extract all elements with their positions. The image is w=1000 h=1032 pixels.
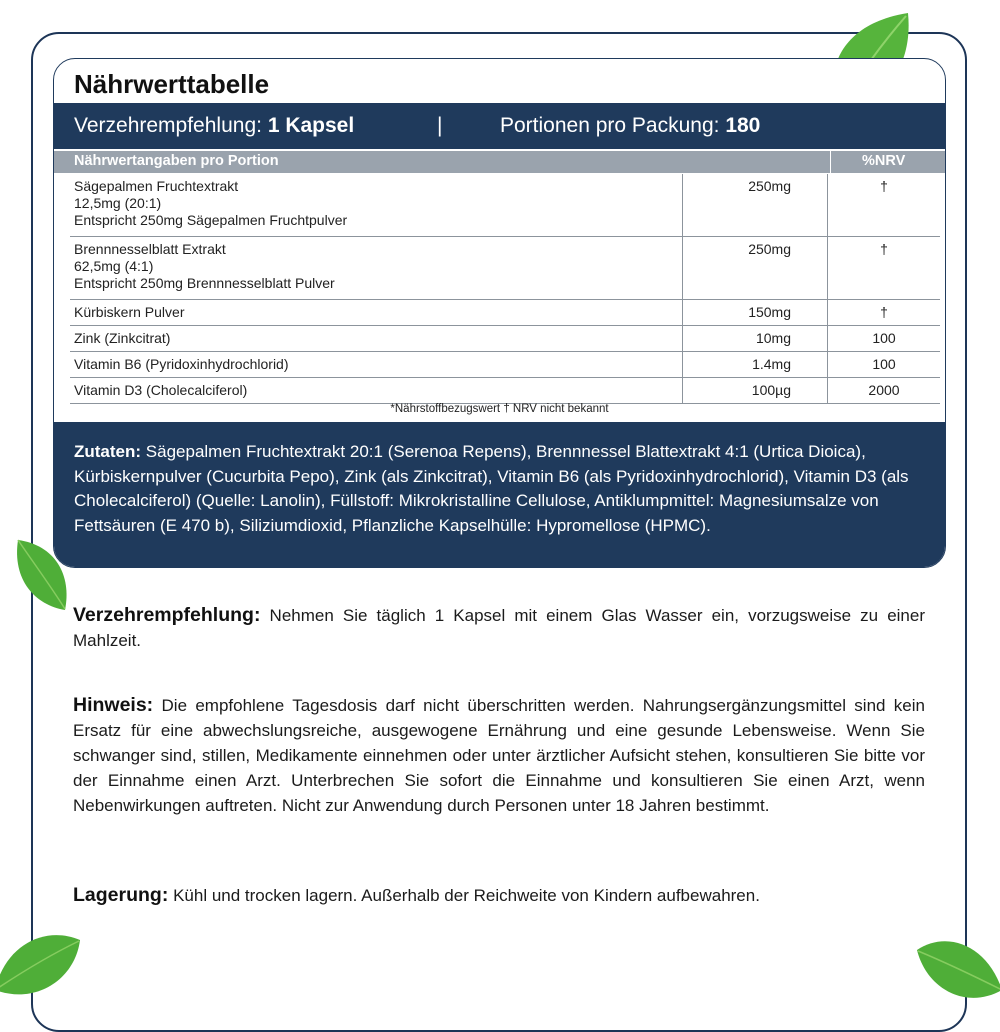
row-nrv: † [828, 237, 941, 300]
header-left: Nährwertangaben pro Portion [74, 153, 279, 169]
table-row [70, 174, 940, 237]
portions-label: Portionen pro Packung: [500, 114, 720, 137]
portions-value: 180 [725, 114, 761, 137]
storage-section [73, 883, 925, 908]
row-amount: 250mg [683, 237, 828, 300]
usage-label: Verzehrempfehlung: [73, 604, 261, 626]
row-name: Sägepalmen Fruchtextrakt [74, 178, 239, 194]
row-amount: 250mg [683, 174, 828, 237]
notice-label: Hinweis: [73, 694, 154, 716]
row-amount: 100µg [683, 378, 828, 404]
row-nrv: 2000 [828, 378, 941, 404]
row-name: Zink (Zinkcitrat) [70, 326, 683, 352]
usage-section [73, 603, 925, 653]
row-sub: 12,5mg (20:1) [74, 195, 162, 211]
row-amount: 150mg [683, 300, 828, 326]
row-name: Vitamin B6 (Pyridoxinhydrochlorid) [70, 352, 683, 378]
row-nrv: 100 [828, 352, 941, 378]
row-name: Kürbiskern Pulver [70, 300, 683, 326]
table-row [70, 326, 940, 352]
leaf-icon-bottom-left [0, 920, 85, 1000]
row-amount: 10mg [683, 326, 828, 352]
serving-value: 1 Kapsel [267, 114, 355, 137]
row-sub: 62,5mg (4:1) [74, 258, 154, 274]
serving-bar [54, 103, 945, 149]
row-sub: Entspricht 250mg Brennnesselblatt Pulver [74, 275, 335, 291]
table-row [70, 237, 940, 300]
header-nrv: %NRV [862, 153, 906, 169]
panel-title: Nährwerttabelle [74, 69, 270, 99]
row-name: Vitamin D3 (Cholecalciferol) [70, 378, 683, 404]
bar-separator: | [437, 114, 443, 137]
nutrition-table [70, 174, 940, 404]
row-amount: 1.4mg [683, 352, 828, 378]
portions-info [500, 114, 760, 138]
table-header [54, 151, 945, 173]
row-nrv: 100 [828, 326, 941, 352]
storage-label: Lagerung: [73, 884, 169, 906]
usage-text: Nehmen Sie täglich 1 Kapsel mit einem Glas Wasser ein, vorzugsweise zu einer Mahlzeit. [73, 606, 925, 650]
ingredients-text: Sägepalmen Fruchtextrakt 20:1 (Serenoa Repens), Brennnessel Blattextrakt 4:1 (Urtica Dioica), Kürbiskernpulver (Cucurbita Pepo), Zink (als Zinkcitrat), Vitamin B6 (als Pyridoxinhydrochlorid), Vitamin D3 (als Cholecalciferol) (Quelle: Lanolin), Füllstoff: Mikrokristalline Cellulose, Antiklumpmittel: Magnesiumsalze von Fettsäuren (E 470 b), Siliziumdioxid, Pflanzliche Kapselhülle: Hypromellose (HPMC). [74, 442, 909, 535]
table-row [70, 378, 940, 404]
serving-label: Verzehrempfehlung: [74, 114, 262, 137]
storage-text: Kühl und trocken lagern. Außerhalb der Reichweite von Kindern aufbewahren. [173, 886, 760, 905]
table-row [70, 300, 940, 326]
serving-info [74, 114, 354, 138]
leaf-icon-bottom-right [912, 925, 1000, 1005]
nutrition-panel [53, 58, 946, 568]
row-name: Brennnesselblatt Extrakt [74, 241, 226, 257]
row-nrv: † [828, 300, 941, 326]
row-sub: Entspricht 250mg Sägepalmen Fruchtpulver [74, 212, 348, 228]
row-nrv: † [828, 174, 941, 237]
notice-text: Die empfohlene Tagesdosis darf nicht überschritten werden. Nahrungsergänzungsmittel sind kein Ersatz für eine abwechslungsreiche, ausgewogene Ernährung und eine gesunde Lebensweise. Wenn Sie schwanger sind, stillen, Medikamente einnehmen oder unter ärztlicher Aufsicht stehen, konsultieren Sie bitte vor der Einnahme einen Arzt. Unterbrechen Sie sofort die Einnahme und konsultieren Sie einen Arzt, wenn Nebenwirkungen auftreten. Nicht zur Anwendung durch Personen unter 18 Jahren bestimmt. [73, 696, 925, 815]
notice-section [73, 693, 925, 818]
footnote: *Nährstoffbezugswert † NRV nicht bekannt [390, 403, 609, 415]
ingredients-box [54, 422, 945, 568]
ingredients-label: Zutaten: [74, 442, 142, 461]
table-row [70, 352, 940, 378]
